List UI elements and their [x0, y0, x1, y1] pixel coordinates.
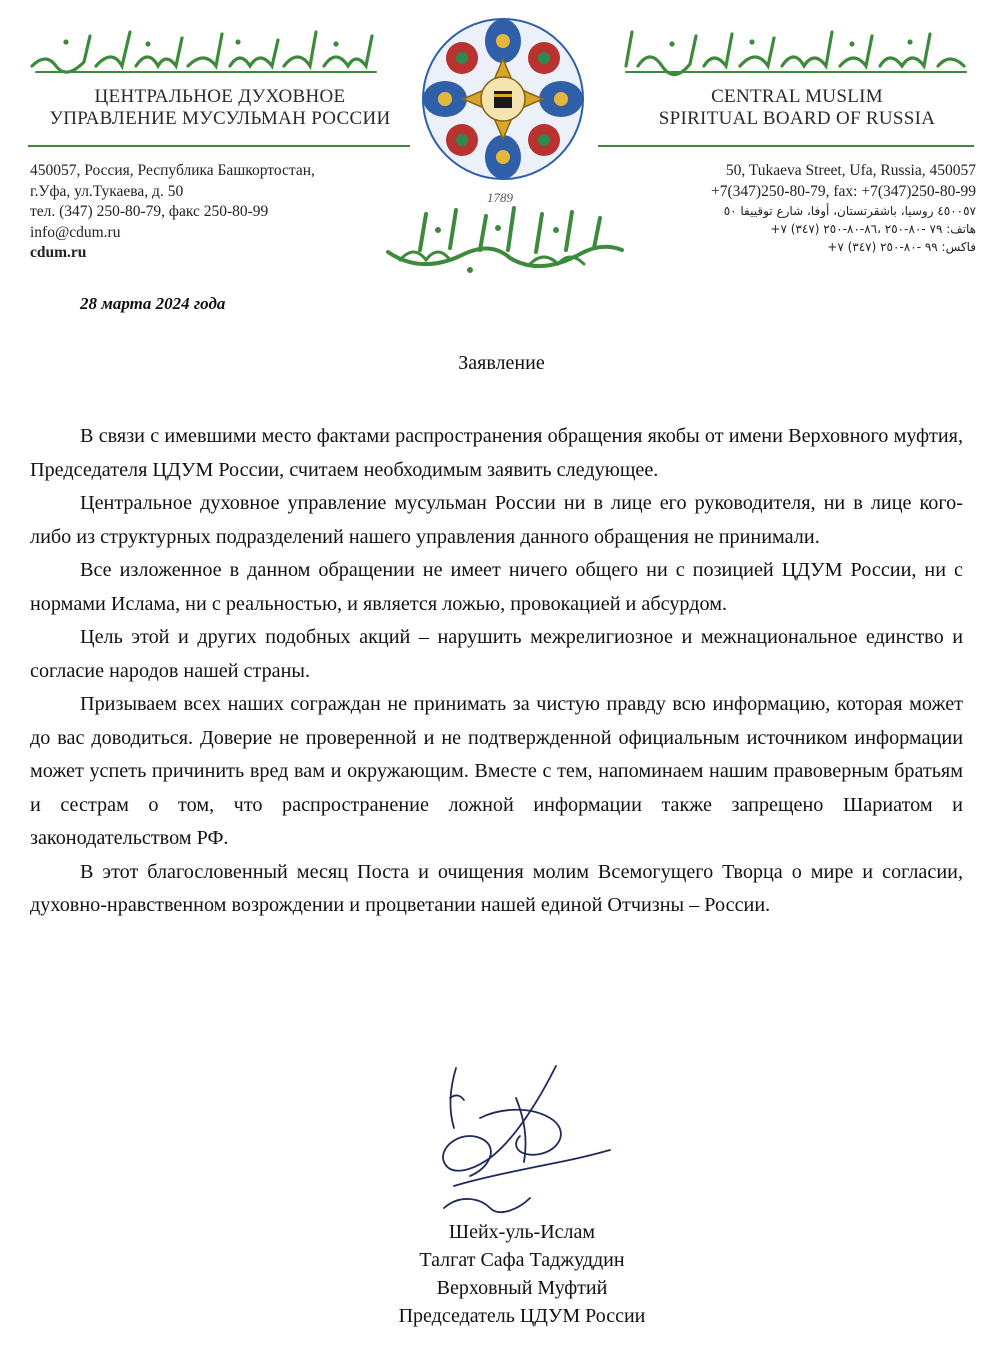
website-link[interactable]: cdum.ru — [30, 244, 87, 261]
address-ru-line-2: г.Уфа, ул.Тукаева, д. 50 — [30, 182, 184, 200]
arabic-calligraphy-left-logo — [26, 22, 386, 78]
header-divider-left — [28, 145, 410, 147]
signatory-name: Талгат Сафа Таджуддин — [419, 1249, 625, 1271]
address-block-en — [600, 161, 976, 256]
handwritten-signature — [420, 1058, 620, 1223]
address-en-line-2: +7(347)250-80-79, fax: +7(347)250-80-99 — [711, 182, 976, 200]
address-block-ru — [30, 161, 410, 264]
address-ar-line-2: هاتف: ٧٩ -٨٠-٢٥٠ ،٨٦-٨٠-٢٥٠ (٣٤٧) ٧+ — [770, 222, 976, 236]
signatory-role: Председатель ЦДУМ России — [398, 1305, 646, 1327]
address-ar-line-3: فاكس: ٩٩ -٨٠-٢٥٠ (٣٤٧) ٧+ — [827, 240, 976, 254]
signatory-position: Верховный Муфтий — [436, 1277, 608, 1299]
emblem-logo — [418, 14, 588, 184]
address-en-line-1: 50, Tukaeva Street, Ufa, Russia, 450057 — [725, 162, 976, 179]
paragraph-6: В этот благословенный месяц Поста и очищения молим Всемогущего Творца о мире и согласии, духовно-нравственном возрождении и процветании нашей единой Отчизны – России. — [30, 860, 963, 916]
header-divider-right — [598, 145, 974, 147]
signatory-title: Шейх-уль-Ислам — [448, 1221, 596, 1243]
email-link[interactable]: info@cdum.ru — [30, 223, 121, 241]
address-ar-line-1: ٤٥٠٠٥٧ روسيا، باشقرتستان، أوفا، شارع توقييفا ٥٠ — [723, 204, 976, 218]
org-en-line-2: SPIRITUAL BOARD OF RUSSIA — [658, 108, 936, 129]
paragraph-2: Центральное духовное управление мусульман России ни в лице его руководителя, ни в лице кого-либо из структурных подразделений нашего управления данного обращения не принимали. — [30, 492, 963, 548]
basmala-calligraphy-logo — [380, 200, 630, 280]
org-ru-line-1: ЦЕНТРАЛЬНОЕ ДУХОВНОЕ — [94, 86, 346, 107]
founding-year: 1789 — [487, 190, 513, 205]
address-ru-line-3: тел. (347) 250-80-79, факс 250-80-99 — [30, 203, 269, 220]
document-title: Заявление — [458, 352, 545, 374]
paragraph-4: Цель этой и других подобных акций – нарушить межрелигиозное и межнациональное единство и согласие народов нашей страны. — [30, 626, 963, 682]
signatory-block — [0, 1218, 1003, 1330]
organization-name-en — [632, 86, 962, 130]
paragraph-1: В связи с имевшими место фактами распространения обращения якобы от имени Верховного муфтия, Председателя ЦДУМ России, считаем необходимым заявить следующее. — [30, 425, 963, 481]
arabic-calligraphy-right-logo — [620, 22, 972, 78]
org-en-line-1: CENTRAL MUSLIM — [711, 86, 883, 107]
org-ru-line-2: УПРАВЛЕНИЕ МУСУЛЬМАН РОССИИ — [49, 108, 391, 129]
organization-name-ru — [30, 86, 410, 130]
paragraph-5: Призываем всех наших сограждан не принимать за чистую правду всю информацию, которая может до вас доводиться. Доверие не проверенной и не подтвержденной официальным источником информации может успеть причинить вред вам и окружающим. Вместе с тем, напоминаем нашим правоверным братьям и сестрам о том, что распространение ложной информации также запрещено Шариатом и законодательством РФ. — [30, 693, 963, 849]
document-date: 28 марта 2024 года — [80, 294, 226, 313]
statement-body — [30, 420, 963, 923]
paragraph-3: Все изложенное в данном обращении не имеет ничего общего ни с позицией ЦДУМ России, ни с нормами Ислама, ни с реальностью, и является ложью, провокацией и абсурдом. — [30, 559, 963, 615]
address-ru-line-1: 450057, Россия, Республика Башкортостан, — [30, 162, 315, 179]
